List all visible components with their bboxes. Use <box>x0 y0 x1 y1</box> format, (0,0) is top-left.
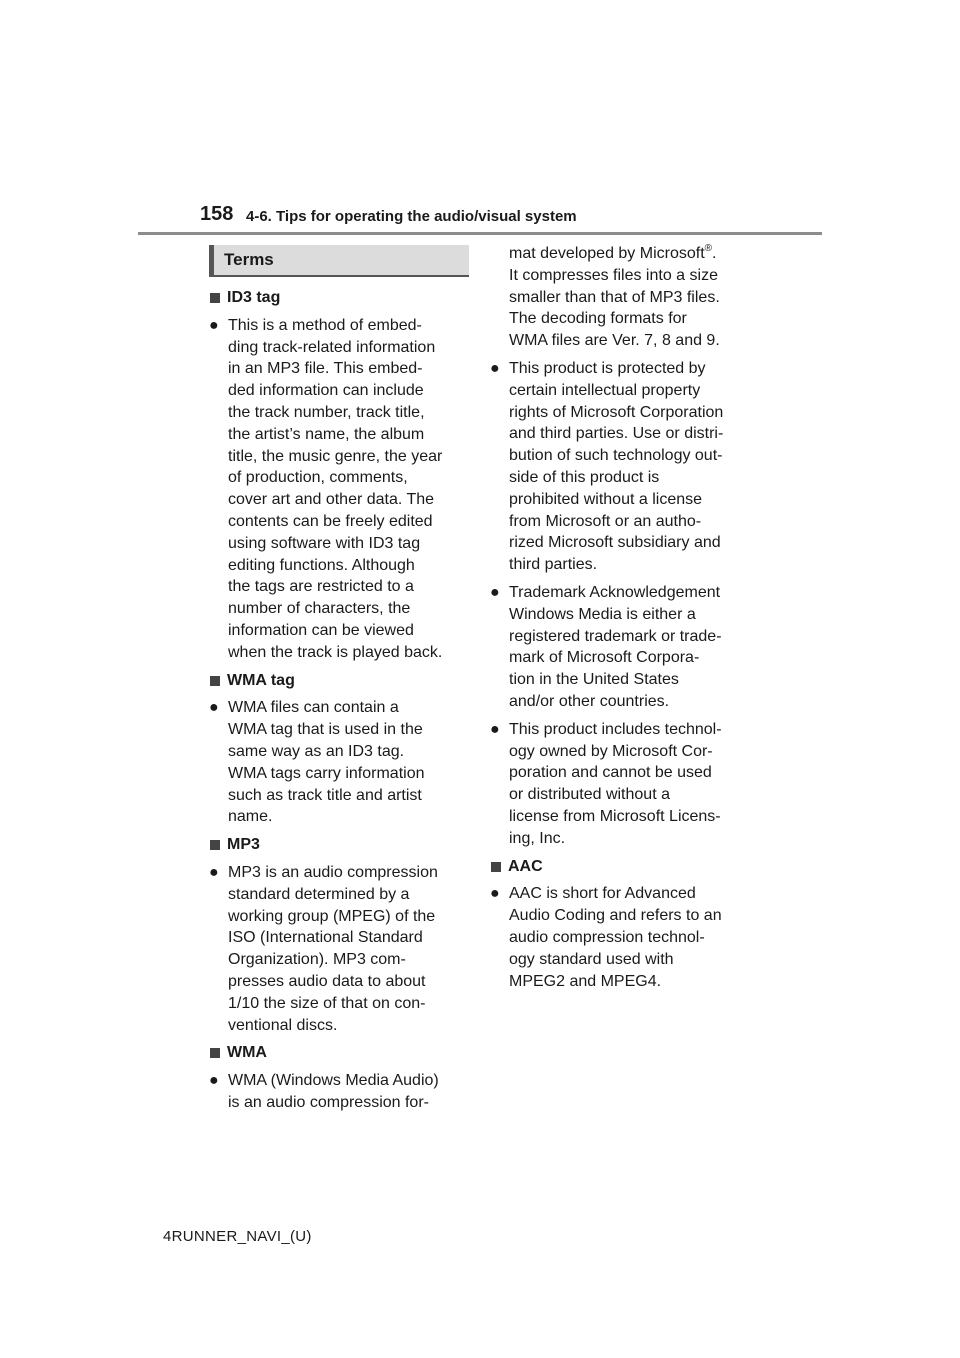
text-line: side of this product is <box>509 468 660 486</box>
text-line: ogy standard used with <box>509 950 674 968</box>
paragraph-wma-continued <box>490 243 750 352</box>
text-line: working group (MPEG) of the <box>228 907 436 925</box>
text-line: This product is protected by <box>509 359 706 377</box>
text-line: mark of Microsoft Corpora- <box>509 649 700 667</box>
text-line: AAC is short for Advanced <box>509 885 696 903</box>
text-line: MP3 is an audio compression <box>228 863 438 881</box>
bullet-icon: ● <box>209 699 219 717</box>
page-number: 158 <box>200 203 234 225</box>
right-column <box>490 243 750 998</box>
text-line: license from Microsoft Licens- <box>509 807 721 825</box>
bullet-icon: ● <box>209 1072 219 1090</box>
wma-cont-first-line: mat developed by Microsoft <box>509 245 705 262</box>
footer-code: 4RUNNER_NAVI_(U) <box>163 1228 312 1245</box>
text-line: the track number, track title, <box>228 403 425 421</box>
text-line: cover art and other data. The <box>228 491 435 509</box>
text-line: is an audio compression for- <box>228 1093 429 1111</box>
text-line: rized Microsoft subsidiary and <box>509 534 721 552</box>
text-line: WMA tags carry information <box>228 764 425 782</box>
text-line: tion in the United States <box>509 671 679 689</box>
text-line: standard determined by a <box>228 885 410 903</box>
text-line: ding track-related information <box>228 338 436 356</box>
text-line: prohibited without a license <box>509 490 703 508</box>
text-line: It compresses files into a size <box>509 266 718 284</box>
paragraph-protected <box>509 358 750 576</box>
heading-mp3: MP3 <box>209 834 469 856</box>
text-line: rights of Microsoft Corporation <box>509 403 724 421</box>
text-line: third parties. <box>509 556 598 574</box>
text-line: same way as an ID3 tag. <box>228 742 405 760</box>
text-line: number of characters, the <box>228 600 411 618</box>
text-line: poration and cannot be used <box>509 764 712 782</box>
terms-title: Terms <box>224 250 274 269</box>
text-line: of production, comments, <box>228 469 408 487</box>
list-item-wma <box>209 1070 469 1114</box>
text-line: presses audio data to about <box>228 972 426 990</box>
list-item-protected <box>490 358 750 576</box>
text-line: or distributed without a <box>509 786 670 804</box>
paragraph-mp3 <box>228 862 469 1036</box>
text-line: name. <box>228 808 273 826</box>
text-line: in an MP3 file. This embed- <box>228 360 423 378</box>
text-line: The decoding formats for <box>509 310 687 328</box>
section-title: 4-6. Tips for operating the audio/visual system <box>246 208 577 225</box>
text-line: Organization). MP3 com- <box>228 951 406 969</box>
text-line: contents can be freely edited <box>228 512 433 530</box>
text-line: the artist’s name, the album <box>228 425 425 443</box>
list-item-mp3 <box>209 862 469 1036</box>
text-line: certain intellectual property <box>509 381 701 399</box>
list-item-trademark <box>490 582 750 713</box>
text-line: information can be viewed <box>228 621 414 639</box>
text-line: registered trademark or trade- <box>509 627 722 645</box>
paragraph-trademark <box>509 582 750 713</box>
text-line: Trademark Acknowledgement <box>509 583 721 601</box>
text-line: the tags are restricted to a <box>228 578 414 596</box>
list-item-aac <box>490 883 750 992</box>
text-line: title, the music genre, the year <box>228 447 443 465</box>
bullet-icon: ● <box>490 885 500 903</box>
paragraph-wma <box>228 1070 469 1114</box>
text-line: Audio Coding and refers to an <box>509 907 722 925</box>
text-line: ded information can include <box>228 382 424 400</box>
text-line: This is a method of embed- <box>228 316 422 334</box>
text-line: when the track is played back. <box>228 643 443 661</box>
text-line: smaller than that of MP3 files. <box>509 288 720 306</box>
bullet-icon: ● <box>490 583 500 601</box>
text-line: ogy owned by Microsoft Cor- <box>509 742 713 760</box>
bullet-icon: ● <box>490 720 500 738</box>
text-line: 1/10 the size of that on con- <box>228 994 426 1012</box>
text-line: WMA tag that is used in the <box>228 721 423 739</box>
list-item-includes <box>490 719 750 850</box>
paragraph-id3 <box>228 315 469 664</box>
text-line: This product includes technol- <box>509 720 722 738</box>
paragraph-wma-continued-lines <box>509 265 750 352</box>
text-line: such as track title and artist <box>228 786 422 804</box>
header-divider <box>138 232 822 235</box>
paragraph-wma-tag <box>228 697 469 828</box>
text-line: WMA files can contain a <box>228 699 399 717</box>
bullet-icon: ● <box>209 316 219 334</box>
terms-box <box>209 245 469 277</box>
text-line: Windows Media is either a <box>509 605 696 623</box>
text-line: from Microsoft or an autho- <box>509 512 702 530</box>
text-line: ventional discs. <box>228 1016 338 1034</box>
text-line: and/or other countries. <box>509 692 670 710</box>
text-line: editing functions. Although <box>228 556 415 574</box>
text-line: ISO (International Standard <box>228 929 423 947</box>
left-column <box>209 245 469 1120</box>
list-item-id3 <box>209 315 469 664</box>
text-line: WMA (Windows Media Audio) <box>228 1072 439 1090</box>
paragraph-includes <box>509 719 750 850</box>
registered-mark: ® <box>704 243 713 254</box>
wma-cont-period: . <box>712 245 717 262</box>
text-line: audio compression technol- <box>509 928 705 946</box>
heading-id3-tag: ID3 tag <box>209 287 469 309</box>
heading-wma: WMA <box>209 1042 469 1064</box>
list-item-wma-tag <box>209 697 469 828</box>
text-line: MPEG2 and MPEG4. <box>509 972 662 990</box>
bullet-icon: ● <box>490 359 500 377</box>
heading-aac: AAC <box>490 856 750 878</box>
text-line: bution of such technology out- <box>509 447 723 465</box>
heading-wma-tag: WMA tag <box>209 670 469 692</box>
text-line: ing, Inc. <box>509 829 566 847</box>
text-line: WMA files are Ver. 7, 8 and 9. <box>509 332 720 350</box>
bullet-icon: ● <box>209 863 219 881</box>
paragraph-aac <box>509 883 750 992</box>
text-line: using software with ID3 tag <box>228 534 421 552</box>
text-line: and third parties. Use or distri- <box>509 425 724 443</box>
text-line <box>509 243 750 265</box>
